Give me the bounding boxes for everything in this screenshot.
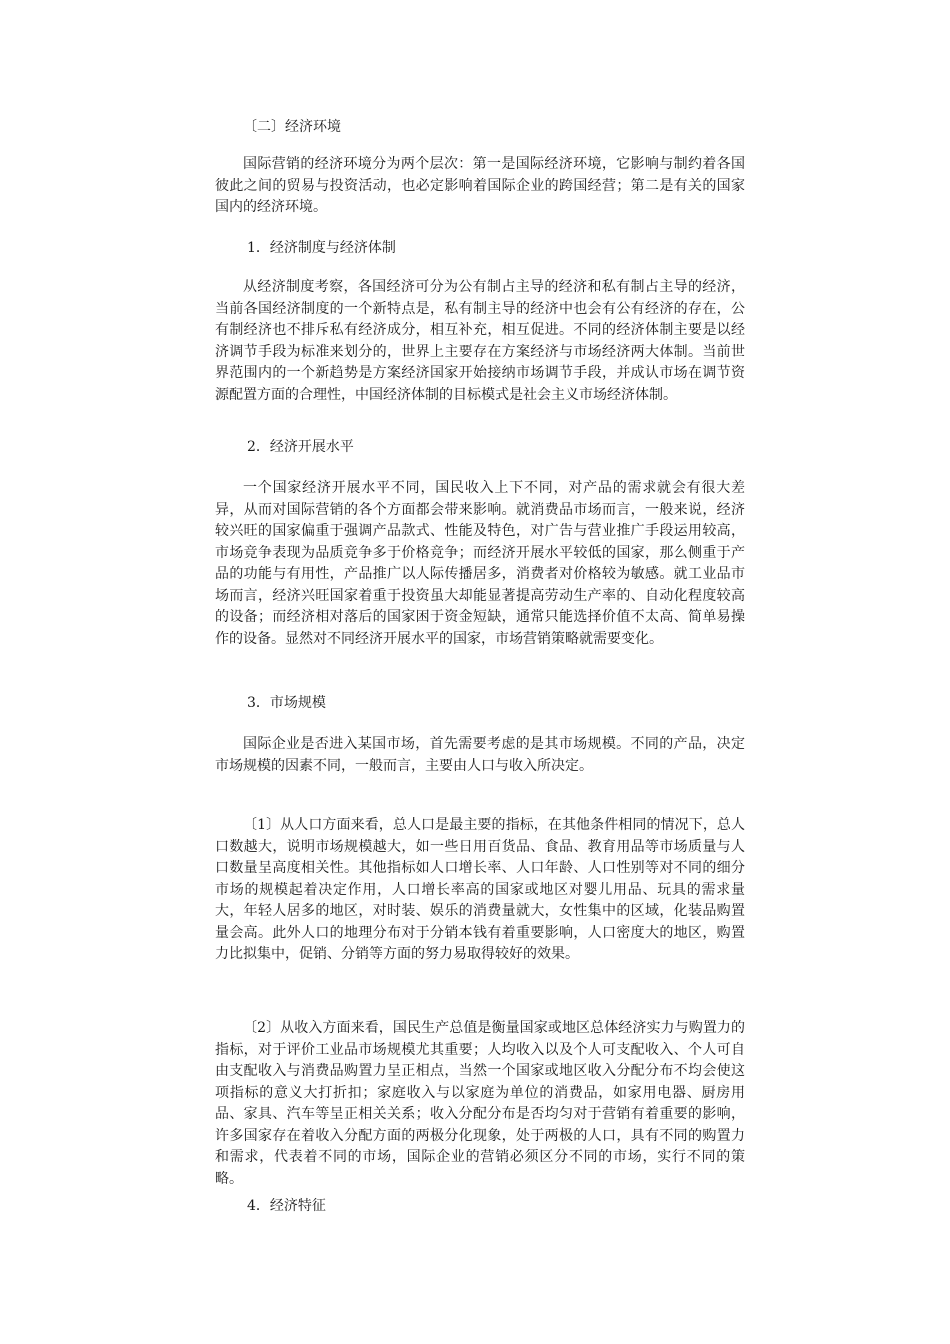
subsection-3-point-2: 〔2〕从收入方面来看，国民生产总值是衡量国家或地区总体经济实力与购置力的指标，对于评价工业品市场规模尤其重要；人均收入以及个人可支配收入、个人可自由支配收入与消费品购置力呈正相点，当然一个国家或地区收入分配分布不均会使这项指标的意义大打折扣；家庭收入与以家庭为单位的消费品，如家用电器、厨房用品、家具、汽车等呈正相关关系；收入分配分布是否均匀对于营销有着重要的影响，许多国家存在着收入分配方面的两极分化现象，处于两极的人口，具有不同的购置力和需求，代表着不同的市场，国际企业的营销必须区分不同的市场，实行不同的策略。 <box>215 1020 745 1187</box>
subsection-3-title: 3．市场规模 <box>247 695 326 711</box>
section-title: 〔二〕经济环境 <box>243 119 341 135</box>
subsection-2-paragraph: 一个国家经济开展水平不同，国民收入上下不同，对产品的需求就会有很大差异，从而对国际营销的各个方面都会带来影响。就消费品市场而言，一般来说，经济较兴旺的国家偏重于强调产品款式、性能及特色，对广告与营业推广手段运用较高，市场竞争表现为品质竞争多于价格竞争；而经济开展水平较低的国家，那么侧重于产品的功能与有用性，产品推广以人际传播居多，消费者对价格较为敏感。就工业品市场而言，经济兴旺国家着重于投资虽大却能显著提高劳动生产率的、自动化程度较高的设备；而经济相对落后的国家困于资金短缺，通常只能选择价值不太高、简单易操作的设备。显然对不同经济开展水平的国家，市场营销策略就需要变化。 <box>215 480 745 647</box>
subsection-4-title: 4．经济特征 <box>247 1198 326 1214</box>
subsection-1-title: 1．经济制度与经济体制 <box>247 240 396 256</box>
subsection-2-title: 2．经济开展水平 <box>247 439 354 455</box>
subsection-3-point-1: 〔1〕从人口方面来看，总人口是最主要的指标，在其他条件相同的情况下，总人口数越大，说明市场规模越大，如一些日用百货品、食品、教育用品等市场质量与人口数量呈高度相关性。其他指标如人口增长率、人口年龄、人口性别等对不同的细分市场的规模起着决定作用，人口增长率高的国家或地区对婴儿用品、玩具的需求量大，年轻人居多的地区，对时装、娱乐的消费量就大，女性集中的区域，化装品购置量会高。此外人口的地理分布对于分销本钱有着重要影响，人口密度大的地区，购置力比拟集中，促销、分销等方面的努力易取得较好的效果。 <box>215 817 745 962</box>
subsection-3-paragraph: 国际企业是否进入某国市场，首先需要考虑的是其市场规模。不同的产品，决定市场规模的因素不同，一般而言，主要由人口与收入所决定。 <box>215 736 745 774</box>
subsection-1-paragraph: 从经济制度考察，各国经济可分为公有制占主导的经济和私有制占主导的经济，当前各国经济制度的一个新特点是，私有制主导的经济中也会有公有经济的存在，公有制经济也不排斥私有经济成分，相互补充，相互促进。不同的经济体制主要是以经济调节手段为标准来划分的，世界上主要存在方案经济与市场经济两大体制。当前世界范围内的一个新趋势是方案经济国家开始接纳市场调节手段，并成认市场在调节资源配置方面的合理性，中国经济体制的目标模式是社会主义市场经济体制。 <box>215 279 745 403</box>
intro-paragraph: 国际营销的经济环境分为两个层次：第一是国际经济环境，它影响与制约着各国彼此之间的贸易与投资活动，也必定影响着国际企业的跨国经营；第二是有关的国家国内的经济环境。 <box>215 156 745 215</box>
